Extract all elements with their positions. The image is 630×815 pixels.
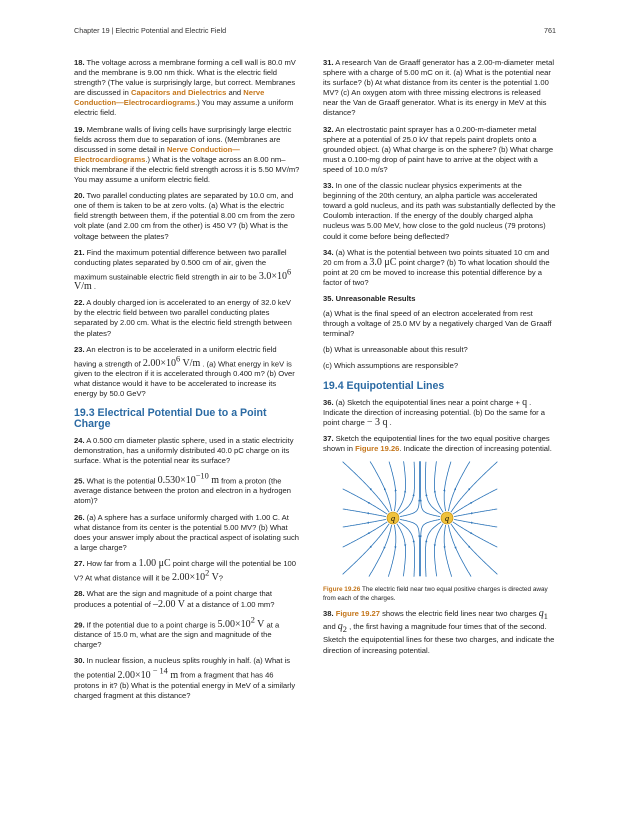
field-line bbox=[369, 525, 392, 577]
math-expression: $3.0\times 10^6$ V/m bbox=[74, 267, 292, 293]
field-line bbox=[343, 509, 386, 517]
problem-19: 19. Membrane walls of living cells have surprisingly large electric fields across them due to separation of ions. (Membranes are discussed in some detail in Nerve Conduction—Electrocardiograms.) What is the voltage across an 8.00 nm–thick membrane if the electric field strength across it is 5.50 MV/m? You may assume a uniform electric field. bbox=[74, 124, 300, 185]
field-arrow bbox=[420, 536, 422, 538]
problem-31: 31. A research Van de Graaff generator has a 2.00-m-diameter metal sphere with a charge of 5.00 mC on it. (a) What is the potential near its surface? (b) At what distance from its center is the potential 1.00 MV? (c) An oxygen atom with three missing electrons is released near the Van de Graaff generator. What is its energy in MeV at this distance? bbox=[323, 58, 555, 118]
link-figure-19-27[interactable]: Figure 19.27 bbox=[335, 609, 381, 619]
math-expression: $q_2$ bbox=[337, 621, 347, 635]
field-line bbox=[397, 461, 406, 512]
field-line bbox=[400, 519, 420, 576]
problem-26: 26. (a) A sphere has a surface uniformly charged with 1.00 C. At what distance from its center is the potential 5.00 MV? (b) What does your answer imply about the practical aspect of isolating such a large charge? bbox=[74, 512, 299, 552]
field-line bbox=[448, 462, 470, 512]
problem-38: 38. Figure 19.27 shows the electric field lines near two charges $q_1$ and $q_2$ , the first having a magnitude four times that of the second. Sketch the equipotential lines for these two charges, and indicate the direction of increasing potential. bbox=[323, 608, 555, 655]
page-header bbox=[74, 26, 556, 38]
problem-18: 18. The voltage across a membrane forming a cell wall is 80.0 mV and the membrane is 9.00 nm thick. What is the electric field strength? (The value is surprisingly large, but correct. Membranes are discussed in Capacitors and Dielectrics and Nerve Conduction—Electrocardiograms.) You may assume a uniform electric field. bbox=[74, 58, 296, 118]
problem-32: 32. An electrostatic paint sprayer has a 0.200-m-diameter metal sphere at a potential of 25.0 kV that repels paint droplets onto a grounded object. (a) What charge is on the sphere? (b) What charge must a 0.100-mg drop of paint have to arrive at the object with a speed of 10.0 m/s? bbox=[323, 124, 554, 174]
section-heading-19-4: 19.4 Equipotential Lines bbox=[323, 379, 445, 392]
section-heading-19-3: 19.3 Electrical Potential Due to a Point Charge bbox=[74, 407, 267, 430]
math-expression: − 3 q bbox=[366, 416, 388, 428]
problem-35-c: (c) Which assumptions are responsible? bbox=[323, 361, 459, 371]
problem-28: 28. What are the sign and magnitude of a point charge that produces a potential of –2.00 V at a distance of 1.00 mm? bbox=[74, 589, 275, 610]
charge-left bbox=[387, 512, 399, 524]
field-line bbox=[343, 462, 390, 513]
field-line bbox=[421, 461, 441, 516]
field-line bbox=[448, 525, 471, 577]
math-expression: 2.00×10 $^{- 14}$ m bbox=[117, 666, 179, 681]
field-arrow bbox=[404, 490, 406, 492]
problem-35-b: (b) What is unreasonable about this result? bbox=[323, 345, 468, 355]
link-capacitors-dielectrics[interactable]: Capacitors and Dielectrics bbox=[130, 88, 227, 98]
field-line bbox=[435, 461, 444, 512]
problem-37: 37. Sketch the equipotential lines for the two equal positive charges shown in Figure 19.26. Indicate the direction of increasing potential. bbox=[323, 433, 552, 453]
field-line bbox=[399, 522, 415, 577]
field-arrow bbox=[420, 499, 422, 501]
chapter-title: Chapter 19 | Electric Potential and Electric Field bbox=[74, 26, 227, 35]
problem-20: 20. Two parallel conducting plates are separated by 10.0 cm, and one of them is taken to be at zero volts. (a) What is the electric field strength between them, if the potential 8.00 cm from the zero volt plate (and 2.00 cm from the other) is 450 V? (b) What is the voltage between the plates? bbox=[74, 191, 295, 241]
electric-field-figure bbox=[341, 460, 499, 578]
problem-29: 29. If the potential due to a point charge is $5.00\times 10^2$ V at a distance of 15.0 m, what are the sign and magnitude of the charge? bbox=[74, 615, 280, 650]
problem-34: 34. (a) What is the potential between two points situated 10 cm and 20 cm from a 3.0 μC point charge? (b) To what location should the point at 20 cm be moved to increase this potential difference by a factor of two? bbox=[323, 247, 550, 287]
problem-30: 30. In nuclear fission, a nucleus splits roughly in half. (a) What is the potential 2.00×10 $^{- 14}$ m from a fragment that has 46 protons in it? (b) What is the potential energy in MeV of a similarly charged fragment at this distance? bbox=[74, 656, 296, 700]
field-line bbox=[451, 462, 498, 513]
field-line bbox=[421, 519, 441, 576]
field-line bbox=[400, 461, 420, 516]
field-line bbox=[451, 524, 498, 575]
problem-27: 27. How far from a 1.00 μC point charge will the potential be 100 V? At what distance will it be $2.00\times 10^2$ V? bbox=[74, 557, 296, 584]
field-line bbox=[435, 524, 444, 577]
field-line bbox=[454, 519, 497, 527]
math-expression: $2.00\times 10^6$ V/m bbox=[142, 354, 201, 370]
math-expression: 1.00 μC bbox=[138, 557, 171, 569]
field-line bbox=[425, 522, 441, 577]
field-line bbox=[343, 519, 386, 527]
problem-35-title: 35. Unreasonable Results bbox=[323, 293, 416, 303]
field-line bbox=[343, 524, 390, 575]
problem-23: 23. An electron is to be accelerated in a uniform electric field having a strength of $2.00\times 10^6$ V/m . (a) What energy in keV is given to the electron if it is accelerated through 0.400 m? (b) Over what distance would it have to be accelerated to increase its energy by 50.0 GeV? bbox=[74, 344, 295, 399]
problem-22: 22. A doubly charged ion is accelerated to an energy of 32.0 keV by the electric field between two parallel conducting plates separated by 2.00 cm. What is the electric field strength between the plates? bbox=[74, 298, 292, 338]
problem-21: 21. Find the maximum potential difference between two parallel conducting plates separated by 0.500 cm of air, given the maximum sustainable electric field strength in air to be $3.0\times 10^6$ V/m . bbox=[74, 247, 292, 293]
math-expression: 3.0 μC bbox=[369, 256, 397, 268]
link-nerve-conduction[interactable]: Nerve Conduction—Electrocardiograms bbox=[74, 88, 265, 108]
link-figure-19-26[interactable]: Figure 19.26 bbox=[355, 444, 400, 453]
math-expression: q bbox=[522, 396, 528, 408]
field-line bbox=[425, 462, 441, 514]
math-expression: $5.00\times 10^2$ V bbox=[217, 615, 265, 630]
problem-36: 36. (a) Sketch the equipotential lines near a point charge + q . Indicate the direction of increasing potential. (b) Do the same for a point charge − 3 q . bbox=[323, 396, 546, 428]
left-column bbox=[74, 58, 300, 707]
problem-33: 33. In one of the classic nuclear physics experiments at the beginning of the 20th century, an alpha particle was accelerated toward a gold nucleus, and its path was substantially deflected by the Coulomb interaction. If the energy of the doubly charged alpha nucleus was 5.00 MeV, how close to the gold nucleus (79 protons) could it come before being deflected? bbox=[323, 181, 556, 241]
field-arrow bbox=[434, 490, 436, 492]
field-line bbox=[370, 462, 392, 512]
field-line bbox=[399, 462, 415, 514]
field-line bbox=[454, 509, 497, 517]
link-nerve-conduction[interactable]: Nerve Conduction—Electrocardiograms bbox=[74, 144, 240, 164]
charge-right bbox=[441, 512, 453, 524]
math-expression: –2.00 V bbox=[152, 598, 185, 610]
math-expression: $0.530\times 10^{-10}$ m bbox=[157, 471, 220, 487]
field-line bbox=[397, 524, 406, 577]
field-lines bbox=[343, 461, 498, 576]
problem-35-a: (a) What is the final speed of an electron accelerated from rest through a voltage of 25.0 MV by a negatively charged Van de Graaff terminal? bbox=[323, 309, 552, 339]
problem-24: 24. A 0.500 cm diameter plastic sphere, used in a static electricity demonstration, has a uniformly distributed 40.0 pC charge on its surface. What is the potential near its surface? bbox=[74, 435, 294, 465]
math-expression: $2.00\times 10^2$ V bbox=[171, 569, 219, 584]
page-number: 761 bbox=[544, 26, 556, 35]
problem-25: 25. What is the potential $0.530\times 10^{-10}$ m from a proton (the average distance between the proton and electron in a hydrogen atom)? bbox=[74, 471, 291, 506]
figure-caption: Figure 19.26 The electric field near two equal positive charges is directed away from each of the charges. bbox=[323, 586, 548, 602]
right-column bbox=[323, 58, 556, 662]
charge-label-left: q bbox=[391, 514, 395, 524]
math-expression: $q_1$ bbox=[538, 608, 548, 622]
charge-label-right: q bbox=[445, 514, 449, 524]
